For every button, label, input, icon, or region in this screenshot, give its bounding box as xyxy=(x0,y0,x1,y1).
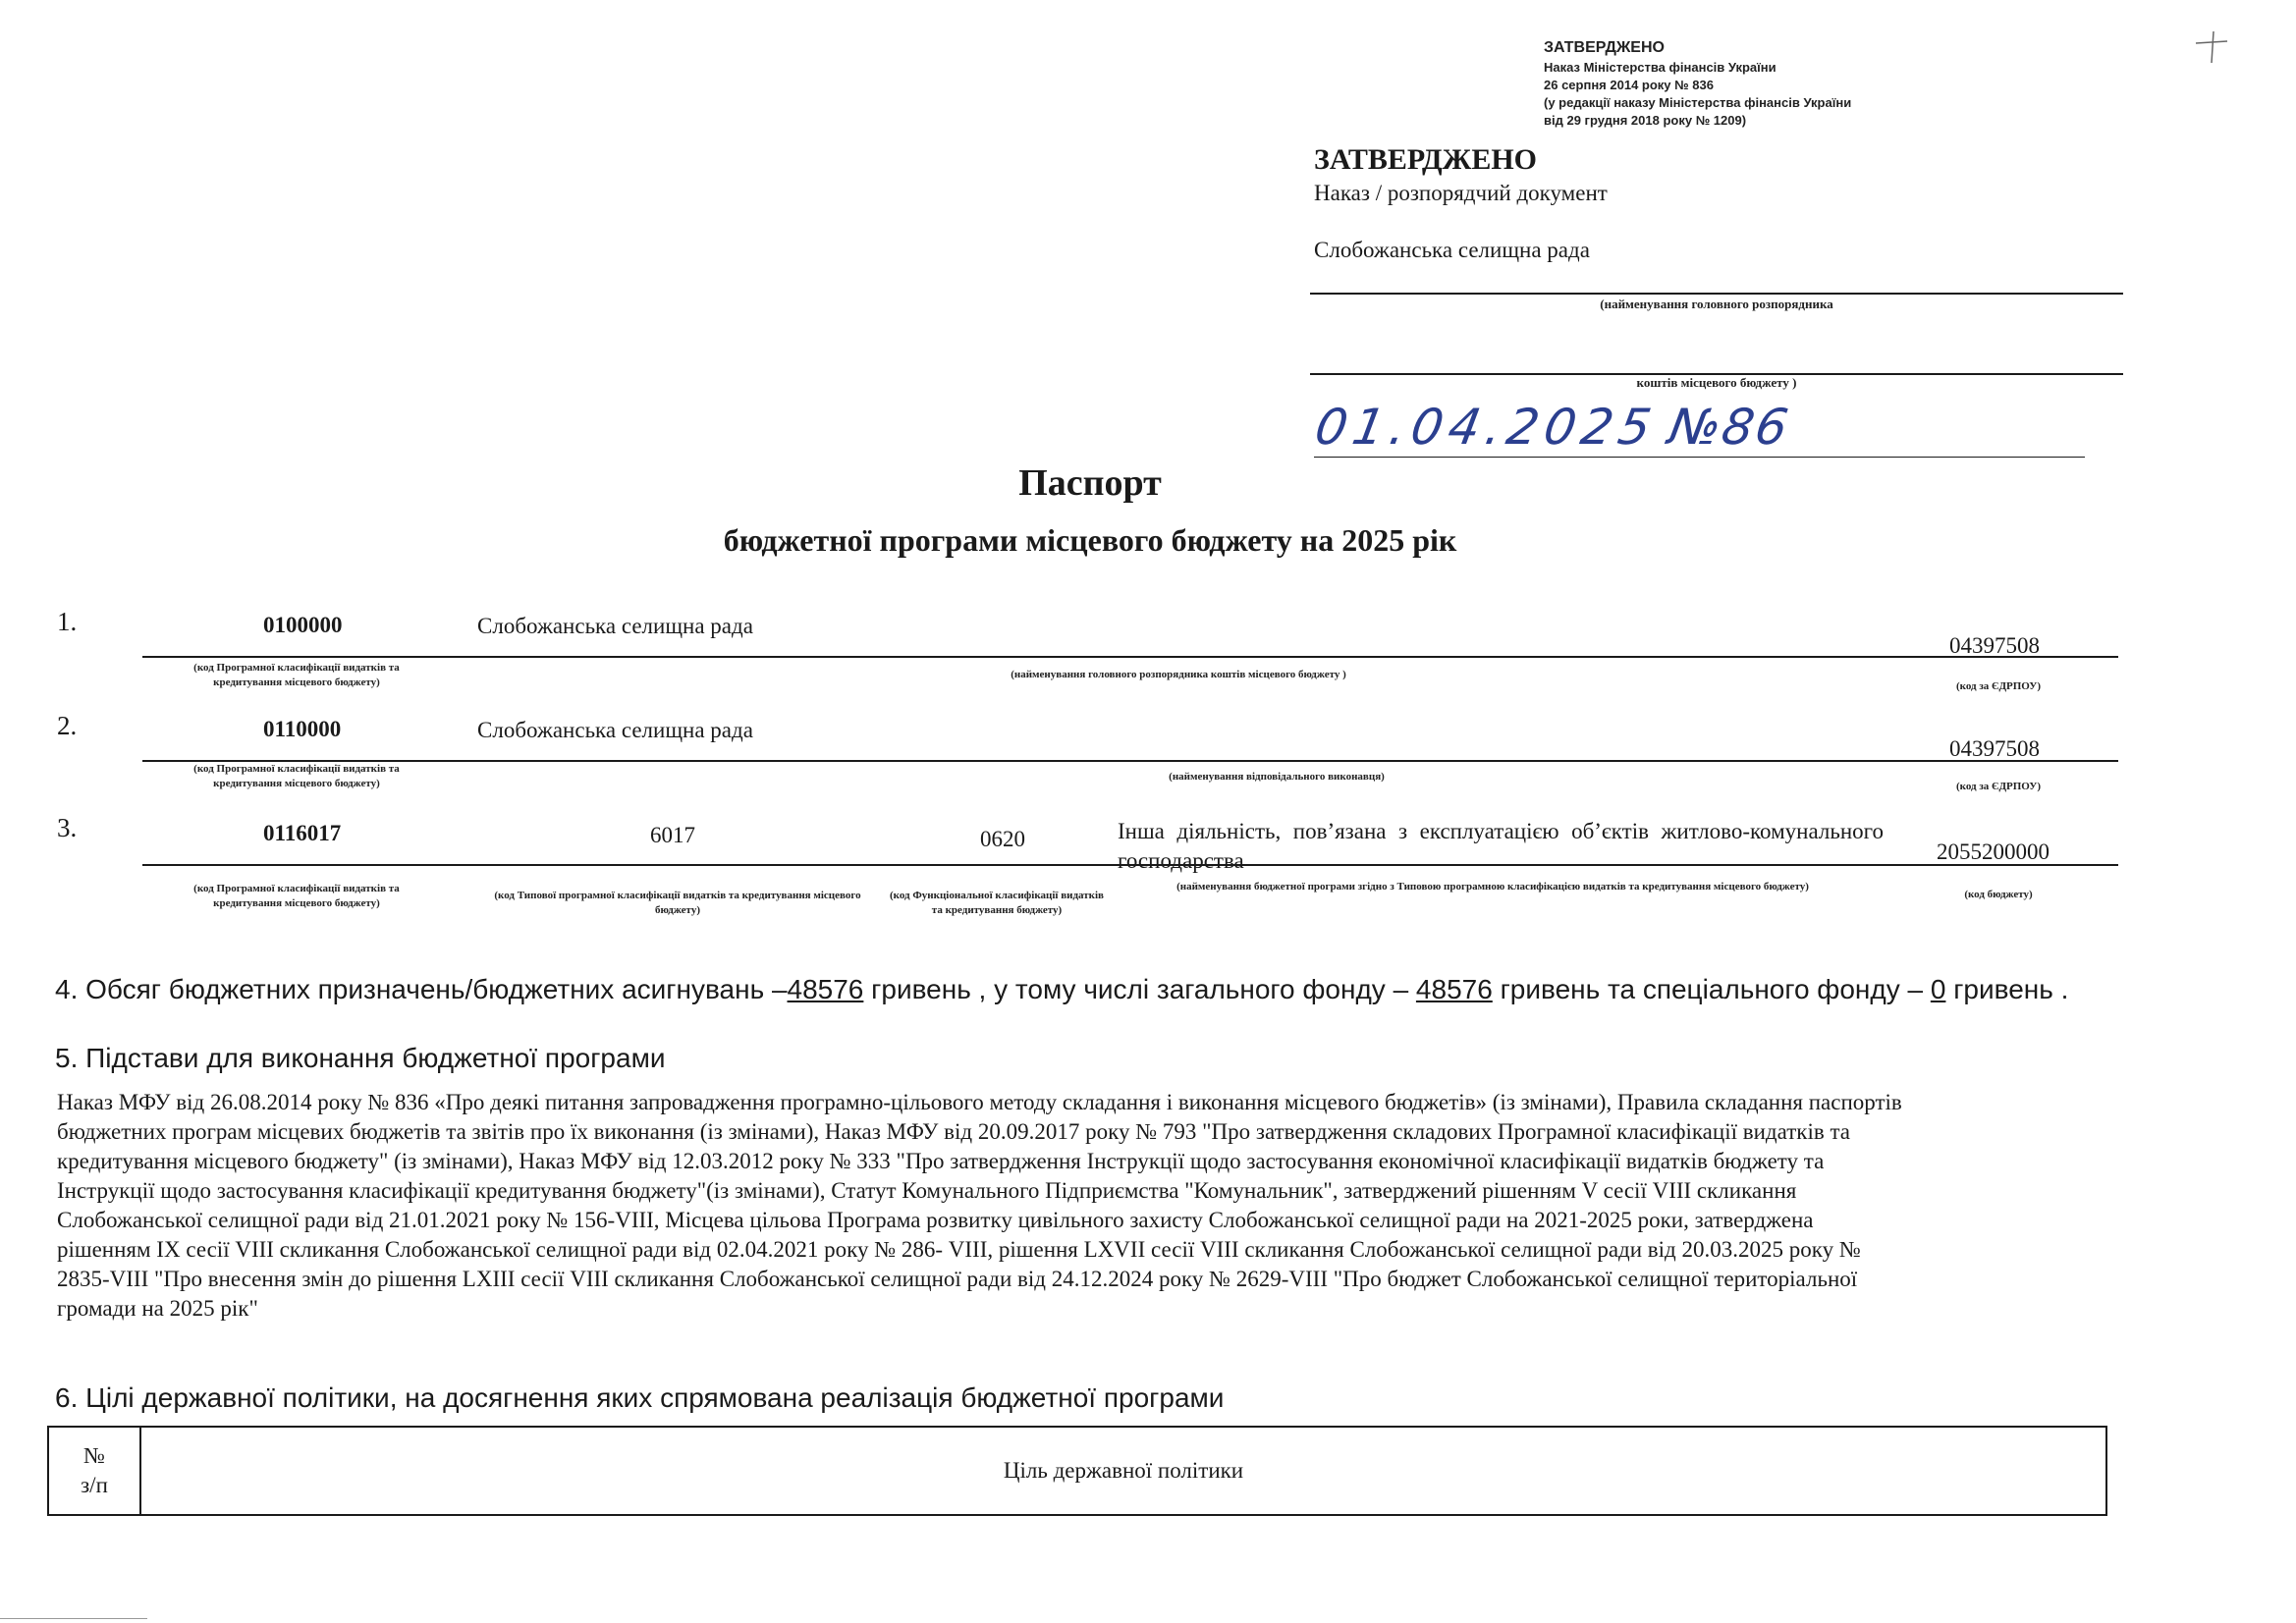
row-3-number: 3. xyxy=(57,813,78,842)
scan-edge-line xyxy=(0,1618,147,1619)
approval-title: ЗАТВЕРДЖЕНО xyxy=(1314,143,1537,176)
row-1-caption-code: (код Програмної класифікації видатків та кредитування місцевого бюджету) xyxy=(193,662,400,688)
passport-title: Паспорт xyxy=(1018,462,1162,504)
section-6-title: 6. Цілі державної політики, на досягнення яких спрямована реалізація бюджетної програми xyxy=(55,1382,1225,1413)
budget-volume-text: гривень та спеціального фонду – xyxy=(1492,974,1931,1004)
regulation-stamp-title: ЗАТВЕРДЖЕНО xyxy=(1544,39,1665,56)
row-2-line xyxy=(142,760,2118,762)
regulation-stamp-line: Наказ Міністерства фінансів України xyxy=(1544,60,1777,75)
row-2-caption-name: (найменування відповідального виконавця) xyxy=(1169,771,1385,783)
budget-volume-text: гривень , у тому числі загального фонду – xyxy=(863,974,1416,1004)
row-3-caption-typical: (код Типової програмної класифікації видатків та кредитування місцевого бюджету) xyxy=(494,890,861,916)
approval-org-line xyxy=(1310,293,2123,295)
budget-total-value: 48576 xyxy=(787,974,864,1004)
row-3-typical-code: 6017 xyxy=(650,823,695,847)
row-1-caption-name: (найменування головного розпорядника коштів місцевого бюджету ) xyxy=(1011,669,1346,680)
handwritten-number: №86 xyxy=(1664,399,1794,456)
section-5-line: кредитування місцевого бюджету" (із змінами), Наказ МФУ від 12.03.2012 року № 333 "Про затвердження Інструкції щодо застосування економічної класифікації видатків бюджету та xyxy=(57,1149,1825,1173)
approval-caption-1: (найменування головного розпорядника xyxy=(1600,297,1833,311)
row-3-line xyxy=(142,864,2118,866)
section-5-line: бюджетних програм місцевих бюджетів та звітів про їх виконання (із змінами), Наказ МФУ від 20.09.2017 року № 793 "Про затвердження складових Програмної класифікації видатків та xyxy=(57,1119,1850,1144)
row-1-edrpou: 04397508 xyxy=(1949,633,2040,658)
approval-caption-2: коштів місцевого бюджету ) xyxy=(1636,375,1797,390)
approval-org: Слобожанська селищна рада xyxy=(1314,238,1590,262)
approval-date-line xyxy=(1314,457,2085,458)
policy-goals-table xyxy=(47,1426,2107,1516)
column-goal-header: Ціль державної політики xyxy=(140,1427,2106,1515)
row-3-functional-code: 0620 xyxy=(980,827,1025,851)
column-number-header xyxy=(48,1427,140,1515)
row-3-program-name: Інша діяльність, пов’язана з експлуатацією об’єктів житлово-комунального господарства xyxy=(1118,819,1884,873)
section-5-title: 5. Підстави для виконання бюджетної програми xyxy=(55,1043,666,1073)
regulation-stamp xyxy=(1544,37,1897,130)
budget-volume-text: гривень . xyxy=(1945,974,2069,1004)
budget-volume-text: 4. Обсяг бюджетних призначень/бюджетних асигнувань – xyxy=(55,974,788,1004)
section-5-text xyxy=(57,1088,2114,1324)
row-3-caption-functional: (код Функціональної класифікації видатків та кредитування бюджету) xyxy=(889,890,1104,916)
general-fund-value: 48576 xyxy=(1415,974,1493,1004)
budget-volume-line xyxy=(55,974,2068,1005)
row-2-caption-code: (код Програмної класифікації видатків та кредитування місцевого бюджету) xyxy=(193,763,400,789)
column-number-header-line2: з/п xyxy=(81,1473,108,1497)
row-1-number: 1. xyxy=(57,607,78,636)
column-number-header-line1: № xyxy=(83,1443,105,1468)
row-3-caption-budget: (код бюджету) xyxy=(1964,889,2033,900)
row-1-org-name: Слобожанська селищна рада xyxy=(477,614,753,638)
special-fund-value: 0 xyxy=(1930,974,1946,1004)
section-5-line: рішенням ІХ сесії VIII скликання Слобожанської селищної ради від 02.04.2021 року № 286- VIII, рішення LXVII сесії VIII скликання Слобожанської селищної ради від 20.03.2025 року № xyxy=(57,1237,1861,1262)
row-2-executor-name: Слобожанська селищна рада xyxy=(477,718,753,742)
section-5-line: Наказ МФУ від 26.08.2014 року № 836 «Про деякі питання запровадження програмно-цільового методу складання і виконання місцевого бюджетів» (із змінами), Правила складання паспортів xyxy=(57,1090,1902,1114)
row-3-caption-name: (найменування бюджетної програми згідно з Типовою програмною класифікацією видатків та кредитування місцевого бюджету) xyxy=(1176,881,1809,893)
row-3-caption-code: (код Програмної класифікації видатків та кредитування місцевого бюджету) xyxy=(193,883,400,909)
row-2-number: 2. xyxy=(57,711,78,740)
table-header-row xyxy=(48,1427,2106,1515)
row-2-program-code: 0110000 xyxy=(263,717,342,741)
passport-subtitle: бюджетної програми місцевого бюджету на 2025 рік xyxy=(723,522,1457,558)
regulation-stamp-line: від 29 грудня 2018 року № 1209) xyxy=(1544,113,1747,128)
approval-doc-type: Наказ / розпорядчий документ xyxy=(1314,181,1608,205)
row-1-line xyxy=(142,656,2118,658)
section-5-line: 2835-VIII "Про внесення змін до рішення LXIII сесії VIII скликання Слобожанської селищної ради від 24.12.2024 року № 2629-VIII "Про бюджет Слобожанської селищної територіальної xyxy=(57,1267,1858,1291)
corner-plus-mark xyxy=(2192,29,2231,65)
section-5-line: громади на 2025 рік" xyxy=(57,1296,258,1321)
row-2-caption-edrpou: (код за ЄДРПОУ) xyxy=(1955,781,2041,792)
row-3-budget-code: 2055200000 xyxy=(1937,839,2050,864)
regulation-stamp-line: 26 серпня 2014 року № 836 xyxy=(1544,78,1714,92)
section-5-line: Інструкції щодо застосування класифікації кредитування бюджету"(із змінами), Статут Комунального Підприємства "Комунальник", затверджений рішенням V сесії VIII скликання xyxy=(57,1178,1797,1203)
row-1-program-code: 0100000 xyxy=(263,613,343,637)
regulation-stamp-line: (у редакції наказу Міністерства фінансів України xyxy=(1544,95,1852,110)
section-5-line: Слобожанської селищної ради від 21.01.2021 року № 156-VIII, Місцева цільова Програма розвитку цивільного захисту Слобожанської селищної ради на 2021-2025 роки, затверджена xyxy=(57,1208,1814,1232)
row-1-caption-edrpou: (код за ЄДРПОУ) xyxy=(1955,680,2041,692)
row-2-edrpou: 04397508 xyxy=(1949,736,2040,761)
row-3-program-code: 0116017 xyxy=(263,821,342,845)
handwritten-date: 01.04.2025 xyxy=(1310,399,1662,456)
